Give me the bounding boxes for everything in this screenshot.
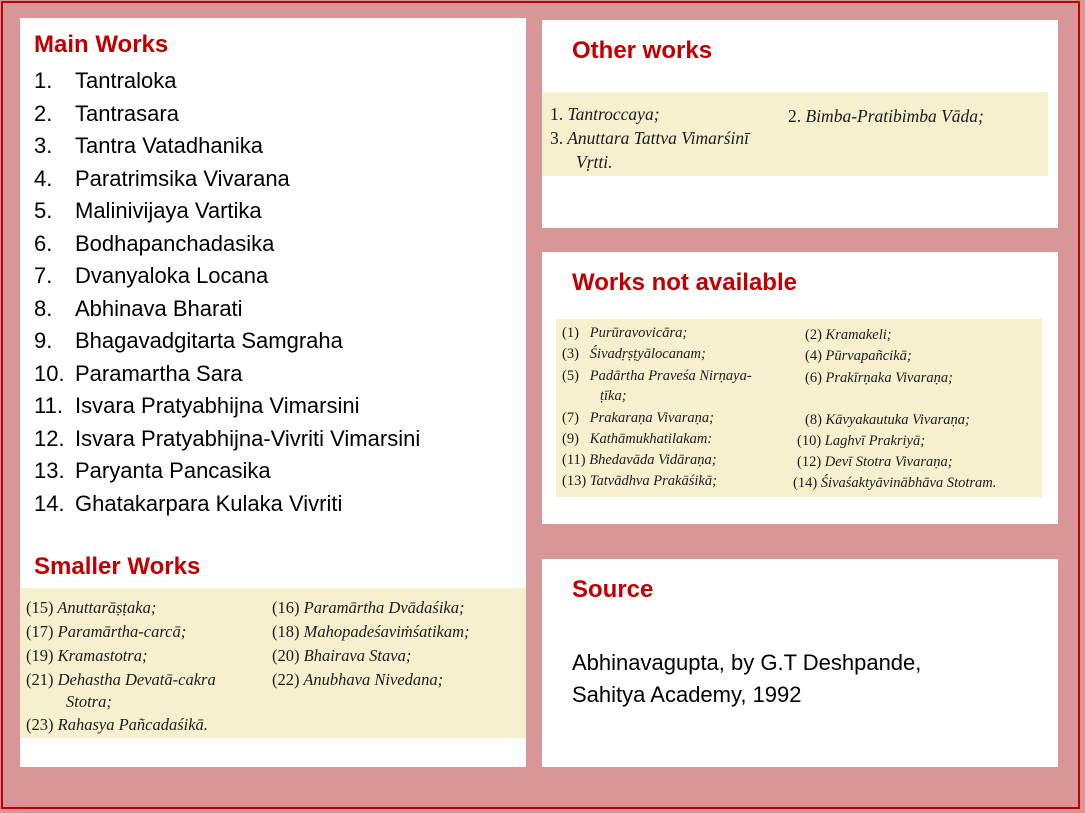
list-item: 14. Ghatakarpara Kulaka Vivriti [34, 490, 343, 516]
source-panel [542, 559, 1058, 767]
list-item: 11. Isvara Pratyabhijna Vimarsini [34, 393, 360, 418]
list-item: (2) Kramakeli; [805, 327, 892, 343]
list-item: (19) Kramastotra; [26, 646, 148, 665]
list-item: 3. Anuttara Tattva Vimarśinī [550, 128, 750, 148]
list-item: (21) Dehastha Devatā-cakra [26, 670, 216, 689]
works-not-available-heading: Works not available [572, 269, 797, 296]
other-works-heading: Other works [572, 37, 713, 64]
list-item: (15) Anuttarāṣṭaka; [26, 598, 157, 617]
source-citation [572, 647, 921, 711]
main-works-panel [20, 18, 526, 767]
list-item: 8. Abhinava Bharati [34, 295, 243, 321]
source-heading: Source [572, 576, 654, 603]
list-item: ṭīka; [600, 388, 627, 404]
list-item: (8) Kāvyakautuka Vivaraṇa; [805, 412, 970, 428]
list-item: 10. Paramartha Sara [34, 360, 243, 386]
other-works-panel [542, 20, 1058, 228]
list-item: Stotra; [66, 692, 112, 711]
list-item: (22) Anubhava Nivedana; [272, 670, 444, 689]
list-item: (17) Paramārtha-carcā; [26, 622, 187, 641]
list-item: 9. Bhagavadgitarta Samgraha [34, 328, 343, 353]
other-works-scan [542, 92, 1048, 176]
list-item: (10) Laghvī Prakriyā; [797, 433, 926, 449]
list-item: 6. Bodhapanchadasika [34, 230, 275, 256]
works-not-available-panel [542, 252, 1058, 524]
list-item: (23) Rahasya Pañcadaśikā. [26, 715, 208, 734]
list-item: (18) Mahopadeśaviṁśatikam; [272, 622, 470, 641]
list-item: (3) Śivadṛṣṭyālocanam; [562, 346, 706, 362]
list-item: 5. Malinivijaya Vartika [34, 198, 262, 223]
list-item: 13. Paryanta Pancasika [34, 458, 271, 483]
list-item: 1. Tantraloka [34, 68, 177, 93]
list-item: (12) Devī Stotra Vivaraṇa; [797, 454, 953, 470]
list-item: (5) Padārtha Praveśa Nirṇaya- [562, 368, 752, 384]
list-item: (16) Paramārtha Dvādaśika; [272, 598, 465, 617]
list-item: (1) Purūravovicāra; [562, 325, 688, 341]
list-item: 2. Bimba-Pratibimba Vāda; [788, 106, 984, 126]
list-item: 1. Tantroccaya; [550, 104, 660, 124]
list-item: (11) Bhedavāda Vidāraṇa; [562, 452, 717, 468]
list-item: (4) Pūrvapañcikā; [805, 348, 912, 364]
source-line-2: Sahitya Academy, 1992 [572, 682, 802, 707]
list-item: 7. Dvanyaloka Locana [34, 263, 269, 288]
main-works-heading: Main Works [34, 31, 169, 58]
list-item: (14) Śivaśaktyāvinābhāva Stotram. [793, 475, 997, 491]
list-item: 3. Tantra Vatadhanika [34, 133, 263, 158]
list-item: 4. Paratrimsika Vivarana [34, 165, 290, 191]
source-line-1: Abhinavagupta, by G.T Deshpande, [572, 650, 922, 675]
list-item: (20) Bhairava Stava; [272, 646, 412, 665]
main-works-list [34, 65, 420, 520]
list-item: Vṛtti. [576, 152, 613, 172]
list-item: 2. Tantrasara [34, 100, 179, 126]
list-item: (6) Prakīrṇaka Vivaraṇa; [805, 370, 953, 386]
list-item: (13) Tatvādhva Prakāśikā; [562, 473, 717, 489]
smaller-works-scan [20, 588, 526, 738]
list-item: (7) Prakaraṇa Vivaraṇa; [562, 410, 714, 426]
list-item: (9) Kathāmukhatilakam: [562, 431, 713, 447]
works-not-available-scan [556, 319, 1042, 497]
smaller-works-heading: Smaller Works [34, 553, 201, 580]
list-item: 12. Isvara Pratyabhijna-Vivriti Vimarsini [34, 425, 421, 451]
